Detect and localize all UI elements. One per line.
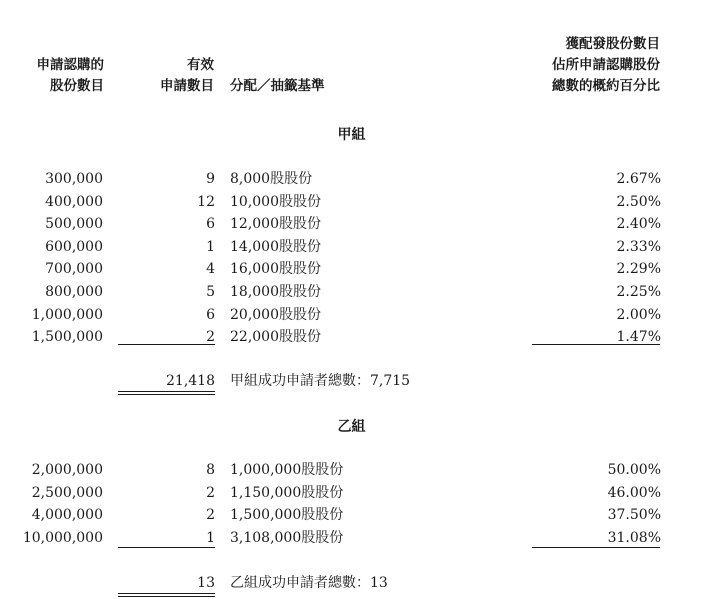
subtotal-rule: [532, 344, 660, 345]
table-row: [0, 281, 703, 304]
header-line: 申請數目: [160, 78, 214, 94]
subtotal-rule: [532, 547, 660, 548]
table-row: [0, 304, 703, 327]
table-row: [0, 191, 703, 214]
allocation-percentage-cell: 2.25%: [616, 284, 661, 300]
table-row: [0, 504, 703, 527]
total-double-rule: [118, 593, 215, 597]
allocation-percentage-cell: 37.50%: [607, 507, 661, 524]
shares-applied-cell: 400,000: [45, 193, 103, 210]
valid-count-cell: 5: [206, 284, 215, 300]
table-row: [0, 459, 703, 482]
header-line: 申請認購的: [36, 57, 104, 73]
shares-applied-cell: 10,000,000: [22, 529, 103, 546]
valid-count-cell: 6: [206, 216, 215, 233]
valid-count-cell: 9: [206, 171, 215, 187]
allocation-percentage-cell: 31.08%: [607, 529, 661, 546]
shares-applied-cell: 700,000: [45, 261, 103, 278]
shares-applied-cell: 2,000,000: [31, 462, 103, 478]
total-double-rule: [118, 391, 215, 395]
allocation-percentage-cell: 46.00%: [607, 484, 661, 501]
group-a-total: [0, 370, 703, 393]
header-line: 有效: [187, 57, 214, 73]
header-basis: [230, 76, 325, 97]
allocation-basis-cell: 8,000股股份: [230, 171, 313, 187]
group-a-total-count: 21,418: [166, 373, 215, 389]
shares-applied-cell: 1,500,000: [31, 329, 103, 346]
allocation-basis-cell: 12,000股股份: [230, 216, 321, 233]
valid-count-cell: 6: [206, 306, 215, 323]
allocation-percentage-cell: 2.40%: [616, 216, 661, 233]
valid-count-cell: 1: [206, 529, 215, 546]
group-b-total-label: 乙組成功申請者總數：13: [230, 575, 388, 591]
header-line: 總數的概約百分比: [552, 78, 660, 94]
shares-applied-cell: 800,000: [45, 284, 103, 300]
allocation-percentage-cell: 2.29%: [616, 261, 661, 278]
header-line: 佔所申請認購股份: [552, 57, 660, 73]
valid-count-cell: 2: [206, 329, 215, 346]
header-line: 獲配發股份數目: [565, 36, 660, 52]
table-row: [0, 213, 703, 236]
group-b-title: 乙組: [337, 419, 366, 435]
allocation-percentage-cell: 50.00%: [607, 462, 661, 478]
valid-count-cell: 8: [206, 462, 215, 478]
header-line: 股份數目: [50, 78, 104, 94]
shares-applied-cell: 2,500,000: [31, 484, 103, 501]
valid-count-cell: 1: [206, 238, 215, 255]
allocation-percentage-cell: 2.00%: [616, 306, 661, 323]
group-b-total: [0, 572, 703, 595]
shares-applied-cell: 4,000,000: [31, 507, 103, 524]
group-a-total-label: 甲組成功申請者總數：7,715: [230, 373, 411, 389]
table-row: [0, 482, 703, 505]
valid-count-cell: 2: [206, 484, 215, 501]
allocation-basis-cell: 1,150,000股股份: [230, 484, 344, 501]
allocation-basis-cell: 20,000股股份: [230, 306, 321, 323]
group-a-title: 甲組: [337, 127, 366, 143]
allocation-basis-cell: 14,000股股份: [230, 238, 321, 255]
table-row: [0, 168, 703, 191]
allocation-basis-cell: 1,000,000股股份: [230, 462, 344, 478]
table-row: [0, 236, 703, 259]
allocation-percentage-cell: 2.67%: [616, 171, 661, 187]
allocation-percentage-cell: 2.50%: [616, 193, 661, 210]
shares-applied-cell: 500,000: [45, 216, 103, 233]
valid-count-cell: 12: [197, 193, 215, 210]
header-shares-applied: [34, 55, 104, 97]
table-row: [0, 258, 703, 281]
allocation-basis-cell: 18,000股股份: [230, 284, 321, 300]
allocation-percentage-cell: 2.33%: [616, 238, 661, 255]
shares-applied-cell: 300,000: [45, 171, 103, 187]
allocation-basis-cell: 1,500,000股股份: [230, 507, 344, 524]
allocation-basis-cell: 16,000股股份: [230, 261, 321, 278]
header-line: 分配／抽籤基準: [230, 78, 325, 94]
shares-applied-cell: 600,000: [45, 238, 103, 255]
subtotal-rule: [118, 547, 215, 548]
group-b-total-count: 13: [197, 575, 215, 591]
valid-count-cell: 2: [206, 507, 215, 524]
subtotal-rule: [118, 344, 215, 345]
allocation-basis-cell: 3,108,000股股份: [230, 529, 344, 546]
header-percentage: [500, 34, 660, 97]
allocation-basis-cell: 22,000股股份: [230, 329, 321, 346]
valid-count-cell: 4: [206, 261, 215, 278]
shares-applied-cell: 1,000,000: [31, 306, 103, 323]
table-row: [0, 326, 703, 349]
allocation-basis-cell: 10,000股股份: [230, 193, 321, 210]
header-valid-applications: [140, 55, 214, 97]
allocation-percentage-cell: 1.47%: [616, 329, 661, 346]
